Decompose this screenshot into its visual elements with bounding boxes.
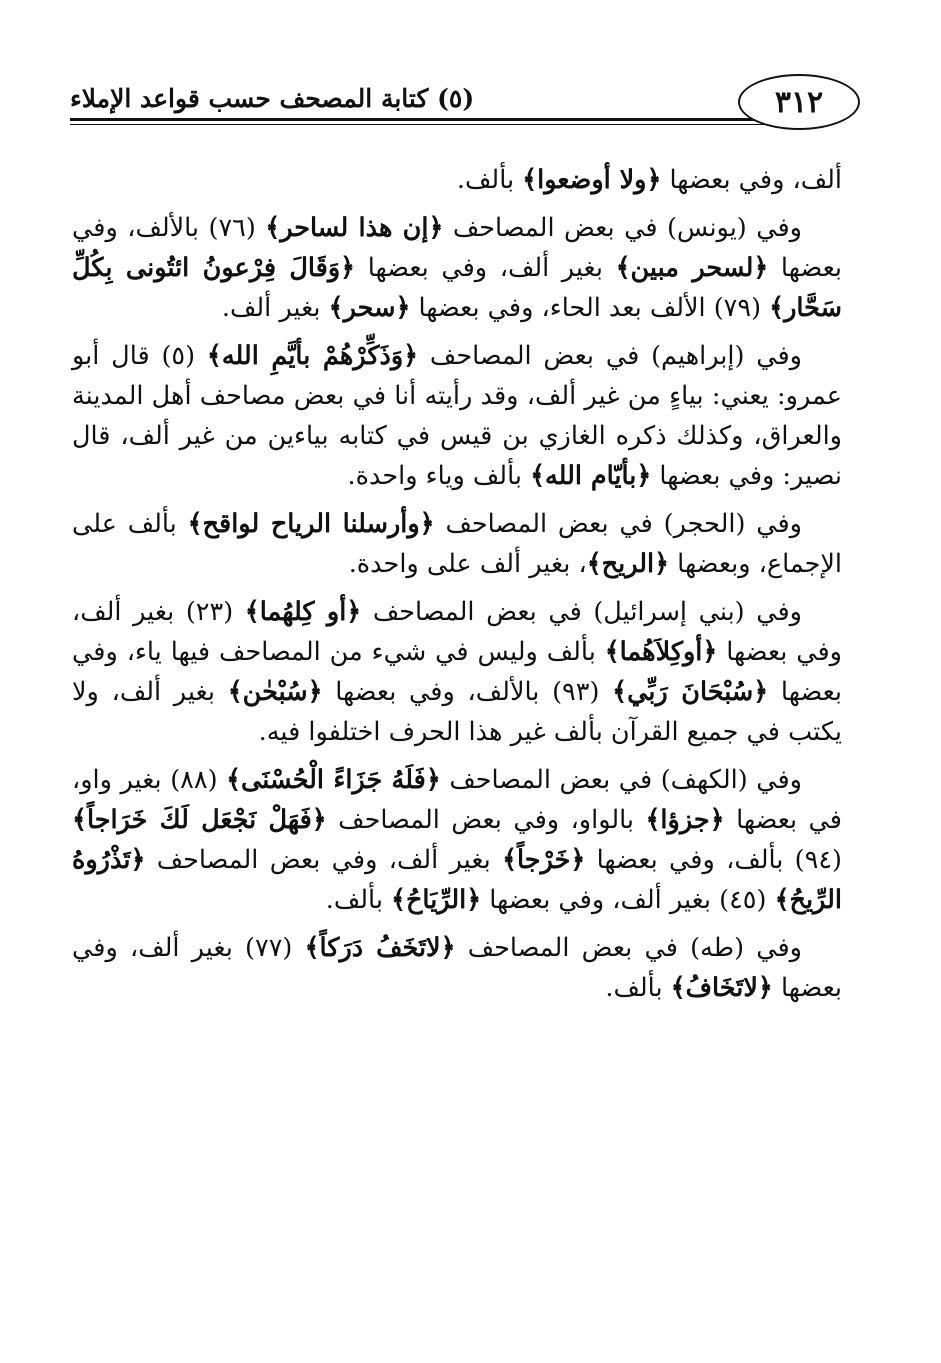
text-run: (٧٧) بغير ألف، وفي بعضها [72, 933, 842, 1003]
text-run: وفي (بني إسرائيل) في بعض المصاحف [361, 597, 802, 627]
page-header [70, 70, 870, 132]
quran-quote: ﴿أو كِلهُما﴾ [244, 597, 362, 627]
quran-quote: ﴿سُبْحٰن﴾ [227, 677, 323, 707]
text-run: بألف وليس في شيء من المصاحف فيها ياء، وفي بعضها [72, 637, 842, 707]
text-run: بغير ألف، وفي بعض المصاحف [145, 845, 503, 875]
paragraph [72, 928, 842, 1008]
quran-quote: ﴿لسحر مبين﴾ [615, 253, 769, 283]
quran-quote: ﴿وَذَكِّرْهُمْ بأيَّمِ الله﴾ [206, 341, 419, 371]
quran-quote: ﴿سحر﴾ [328, 293, 411, 323]
header-rule-thin [70, 124, 774, 125]
text-run: (٩٣) بالألف، وفي بعضها [322, 677, 613, 707]
quran-quote: ﴿فَهَلْ نَجْعَل لَكَ خَرَاجاً﴾ [72, 805, 327, 835]
text-run: ، بغير ألف على واحدة. [348, 549, 587, 579]
running-title: (٥) كتابة المصحف حسب قواعد الإملاء [70, 84, 475, 113]
quran-quote: ﴿إن هذا لساحر﴾ [265, 213, 444, 243]
text-run: بألف على الإجماع، وبعضها [72, 509, 842, 579]
text-run: (٧٦) بالألف، وفي بعضها [72, 213, 842, 283]
quran-quote: ﴿أوكِلاَهُما﴾ [604, 637, 718, 667]
text-run: (٢٣) بغير ألف، وفي بعضها [72, 597, 842, 667]
quran-quote: ﴿وأرسلنا الرياح لواقح﴾ [187, 509, 435, 539]
quran-quote: ﴿الرِّيَاحُ﴾ [391, 885, 482, 915]
quran-quote: ﴿سُبْحَانَ رَبِّي﴾ [612, 677, 769, 707]
text-run: بألف. [605, 973, 671, 1003]
quran-quote: ﴿ولا أوضعوا﴾ [522, 165, 662, 195]
quran-quote: ﴿جزؤا﴾ [645, 805, 725, 835]
text-run: بألف. [456, 165, 523, 195]
quran-quote: ﴿فَلَهُ جَزَاءً الْحُسْنَى﴾ [226, 765, 441, 795]
quran-quote: ﴿بأيّام الله﴾ [530, 461, 652, 491]
paragraph [72, 504, 842, 584]
text-run: بألف وياء واحدة. [347, 461, 531, 491]
quran-quote: ﴿الريح﴾ [586, 549, 670, 579]
text-run: وفي (الكهف) في بعض المصاحف [440, 765, 802, 795]
paragraph [72, 336, 842, 496]
page-number: ٣١٢ [738, 74, 860, 130]
text-run: ألف، وفي بعضها [661, 165, 842, 195]
text-run: بغير ألف. [221, 293, 329, 323]
text-run: (٧٩) الألف بعد الحاء، وفي بعضها [410, 293, 770, 323]
text-run: (٩٤) بألف، وفي بعضها [585, 845, 842, 875]
text-run: وفي (يونس) في بعض المصاحف [443, 213, 802, 243]
text-run: بالواو، وفي بعض المصاحف [326, 805, 646, 835]
text-run: (٥) قال أبو عمرو: يعني: بياءٍ من غير ألف، وقد رأيته أنا في بعض مصاحف أهل المدينة والعراق، وكذلك ذكره الغازي بن قيس في كتابه بياءين من غير ألف، قال نصير: وفي بعضها [72, 341, 842, 491]
text-run: وفي (طه) في بعض المصاحف [455, 933, 802, 963]
quran-quote: ﴿لاتَخَافُ﴾ [670, 973, 773, 1003]
text-run: بغير ألف، ولا يكتب في جميع القرآن بألف غير هذا الحرف اختلفوا فيه. [72, 677, 842, 747]
quran-quote: ﴿لاتَخَفُ دَرَكاً﴾ [304, 933, 456, 963]
paragraph [72, 160, 842, 200]
text-run: وفي (الحجر) في بعض المصاحف [434, 509, 802, 539]
text-run: وفي (إبراهيم) في بعض المصاحف [418, 341, 802, 371]
header-rule-thick [70, 118, 774, 121]
text-run: (٨٨) بغير واو، في بعضها [72, 765, 843, 835]
body-text [72, 160, 842, 1016]
quran-quote: ﴿تَذْرُوهُ الرِّيحُ﴾ [72, 845, 842, 915]
text-run: بألف. [325, 885, 392, 915]
text-run: بغير ألف، وفي بعضها [355, 253, 616, 283]
paragraph [72, 208, 842, 328]
paragraph [72, 760, 842, 920]
paragraph [72, 592, 842, 752]
quran-quote: ﴿خَرْجاً﴾ [502, 845, 586, 875]
text-run: (٤٥) بغير ألف، وفي بعضها [481, 885, 775, 915]
quran-quote: ﴿وَقَالَ فِرْعونُ ائتُونى بِكُلِّ سَحَّار﴾ [72, 253, 842, 323]
